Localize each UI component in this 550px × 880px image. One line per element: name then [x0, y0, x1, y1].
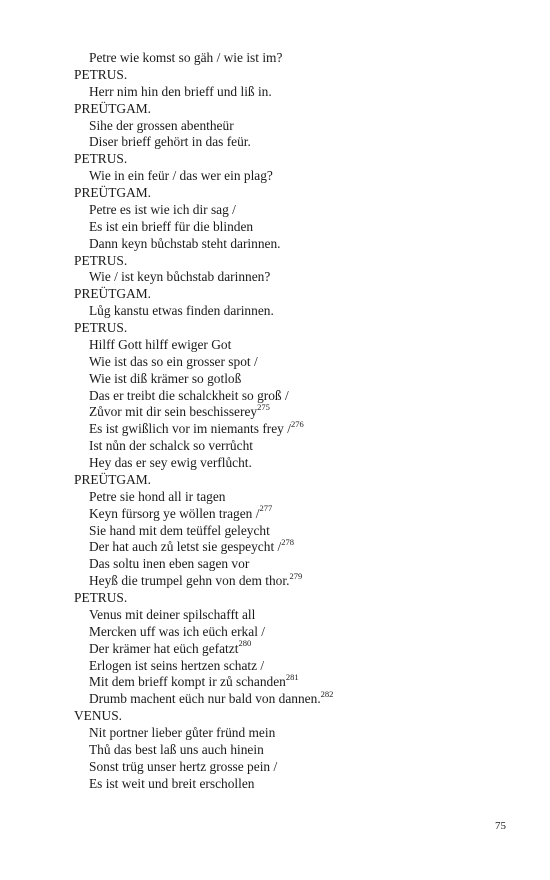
verse-text: Hilff Gott hilff ewiger Got — [89, 336, 232, 352]
verse-text: Sihe der grossen abentheür — [89, 117, 234, 133]
speaker-label: VENUS. — [74, 708, 122, 724]
verse-text: Hey das er sey ewig verflůcht. — [89, 455, 252, 470]
verse-line — [74, 50, 514, 67]
verse-line — [74, 536, 514, 556]
verse-text: Zůvor mit dir sein beschisserey — [89, 404, 258, 420]
footnote-marker: 281 — [285, 671, 299, 682]
verse-line — [74, 219, 514, 236]
verse-line — [74, 418, 514, 438]
verse-line — [74, 84, 514, 101]
verse-line — [74, 438, 514, 455]
speaker-label: PREÜTGAM. — [74, 471, 152, 487]
verse-line — [74, 337, 514, 354]
speaker-label: PETRUS. — [74, 590, 128, 605]
speaker-label: PREÜTGAM. — [74, 185, 152, 200]
verse-line — [74, 455, 514, 472]
speaker-name — [74, 286, 514, 303]
speaker-name — [74, 185, 514, 202]
verse-text: Herr nim hin den brieff und liß in. — [89, 83, 272, 99]
verse-line — [74, 236, 514, 253]
verse-text: Das soltu inen eben sagen vor — [89, 556, 250, 572]
verse-text: Wie / ist keyn bůchstab darinnen? — [89, 269, 271, 285]
verse-text: Das er treibt die schalckheit so groß / — [89, 387, 289, 403]
verse-text: Mit dem brieff kompt ir zů schanden — [89, 674, 286, 690]
verse-text: Der krämer hat eüch gefatzt — [89, 640, 239, 656]
verse-line — [74, 503, 514, 523]
verse-line — [74, 134, 514, 151]
footnote-marker: 276 — [290, 418, 304, 429]
verse-line — [74, 371, 514, 388]
verse-text: Es ist gwißlich vor im niemants frey / — [89, 421, 291, 437]
verse-text: Erlogen ist seins hertzen schatz / — [89, 657, 265, 673]
verse-text: Wie ist das so ein grosser spot / — [89, 353, 258, 369]
verse-text: Petre es ist wie ich dir sag / — [89, 201, 236, 217]
verse-text: Wie ist diß krämer so gotloß — [89, 370, 242, 386]
verse-line — [74, 269, 514, 286]
verse-line — [74, 725, 514, 742]
speaker-label: PREÜTGAM. — [74, 100, 152, 116]
verse-line — [74, 202, 514, 219]
verse-line — [74, 624, 514, 641]
verse-text: Nit portner lieber gůter fründ mein — [89, 725, 276, 740]
verse-line — [74, 759, 514, 776]
verse-line — [74, 607, 514, 624]
footnote-marker: 278 — [281, 536, 294, 547]
footnote-marker: 279 — [289, 570, 303, 581]
verse-text: Heyß die trumpel gehn von dem thor. — [89, 573, 290, 589]
verse-line — [74, 671, 514, 691]
speaker-label: PETRUS. — [74, 252, 128, 268]
verse-line — [74, 118, 514, 135]
speaker-name — [74, 472, 514, 489]
verse-line — [74, 489, 514, 506]
verse-text: Lůg kanstu etwas finden darinnen. — [89, 303, 274, 319]
speaker-label: PETRUS. — [74, 151, 128, 167]
verse-line — [74, 688, 514, 708]
speaker-label: PETRUS. — [74, 320, 128, 335]
verse-text: Es ist weit und breit erschollen — [89, 775, 255, 791]
verse-line — [74, 354, 514, 371]
footnote-marker: 277 — [259, 503, 273, 514]
speaker-name — [74, 708, 514, 725]
verse-text: Thů das best laß uns auch hinein — [89, 741, 264, 757]
verse-text: Wie in ein feür / das wer ein plag? — [89, 168, 273, 184]
verse-line — [74, 168, 514, 185]
verse-line — [74, 388, 514, 405]
page-number: 75 — [495, 820, 506, 832]
verse-text: Keyn fürsorg ye wöllen tragen / — [89, 505, 260, 521]
verse-text: Dann keyn bůchstab steht darinnen. — [89, 235, 281, 251]
verse-line — [74, 638, 514, 658]
speaker-name — [74, 101, 514, 118]
speaker-name — [74, 590, 514, 607]
verse-text: Ist nůn der schalck so verrůcht — [89, 438, 253, 454]
verse-text: Diser brieff gehört in das feür. — [89, 134, 251, 150]
speaker-label: PETRUS. — [74, 66, 128, 82]
speaker-name — [74, 151, 514, 168]
verse-text: Sie hand mit dem teüffel geleycht — [89, 522, 270, 538]
verse-text: Petre wie komst so gäh / wie ist im? — [89, 50, 283, 65]
footnote-marker: 280 — [238, 638, 252, 649]
speaker-name — [74, 67, 514, 84]
verse-text: Es ist ein brieff für die blinden — [89, 218, 254, 234]
verse-line — [74, 776, 514, 793]
verse-text: Mercken uff was ich eüch erkal / — [89, 623, 265, 639]
footnote-marker: 275 — [257, 401, 270, 412]
verse-text: Drumb machent eüch nur bald von dannen. — [89, 691, 321, 707]
verse-text: Der hat auch zů letst sie gespeycht / — [89, 539, 282, 555]
verse-text: Petre sie hond all ir tagen — [89, 488, 226, 504]
verse-text: Venus mit deiner spilschafft all — [89, 606, 256, 622]
verse-line — [74, 570, 514, 590]
speaker-name — [74, 320, 514, 337]
verse-text: Sonst trüg unser hertz grosse pein / — [89, 758, 278, 774]
speaker-name — [74, 253, 514, 270]
play-text — [74, 50, 514, 793]
verse-line — [74, 742, 514, 759]
footnote-marker: 282 — [320, 688, 334, 699]
verse-line — [74, 523, 514, 540]
verse-line — [74, 303, 514, 320]
speaker-label: PREÜTGAM. — [74, 286, 152, 302]
